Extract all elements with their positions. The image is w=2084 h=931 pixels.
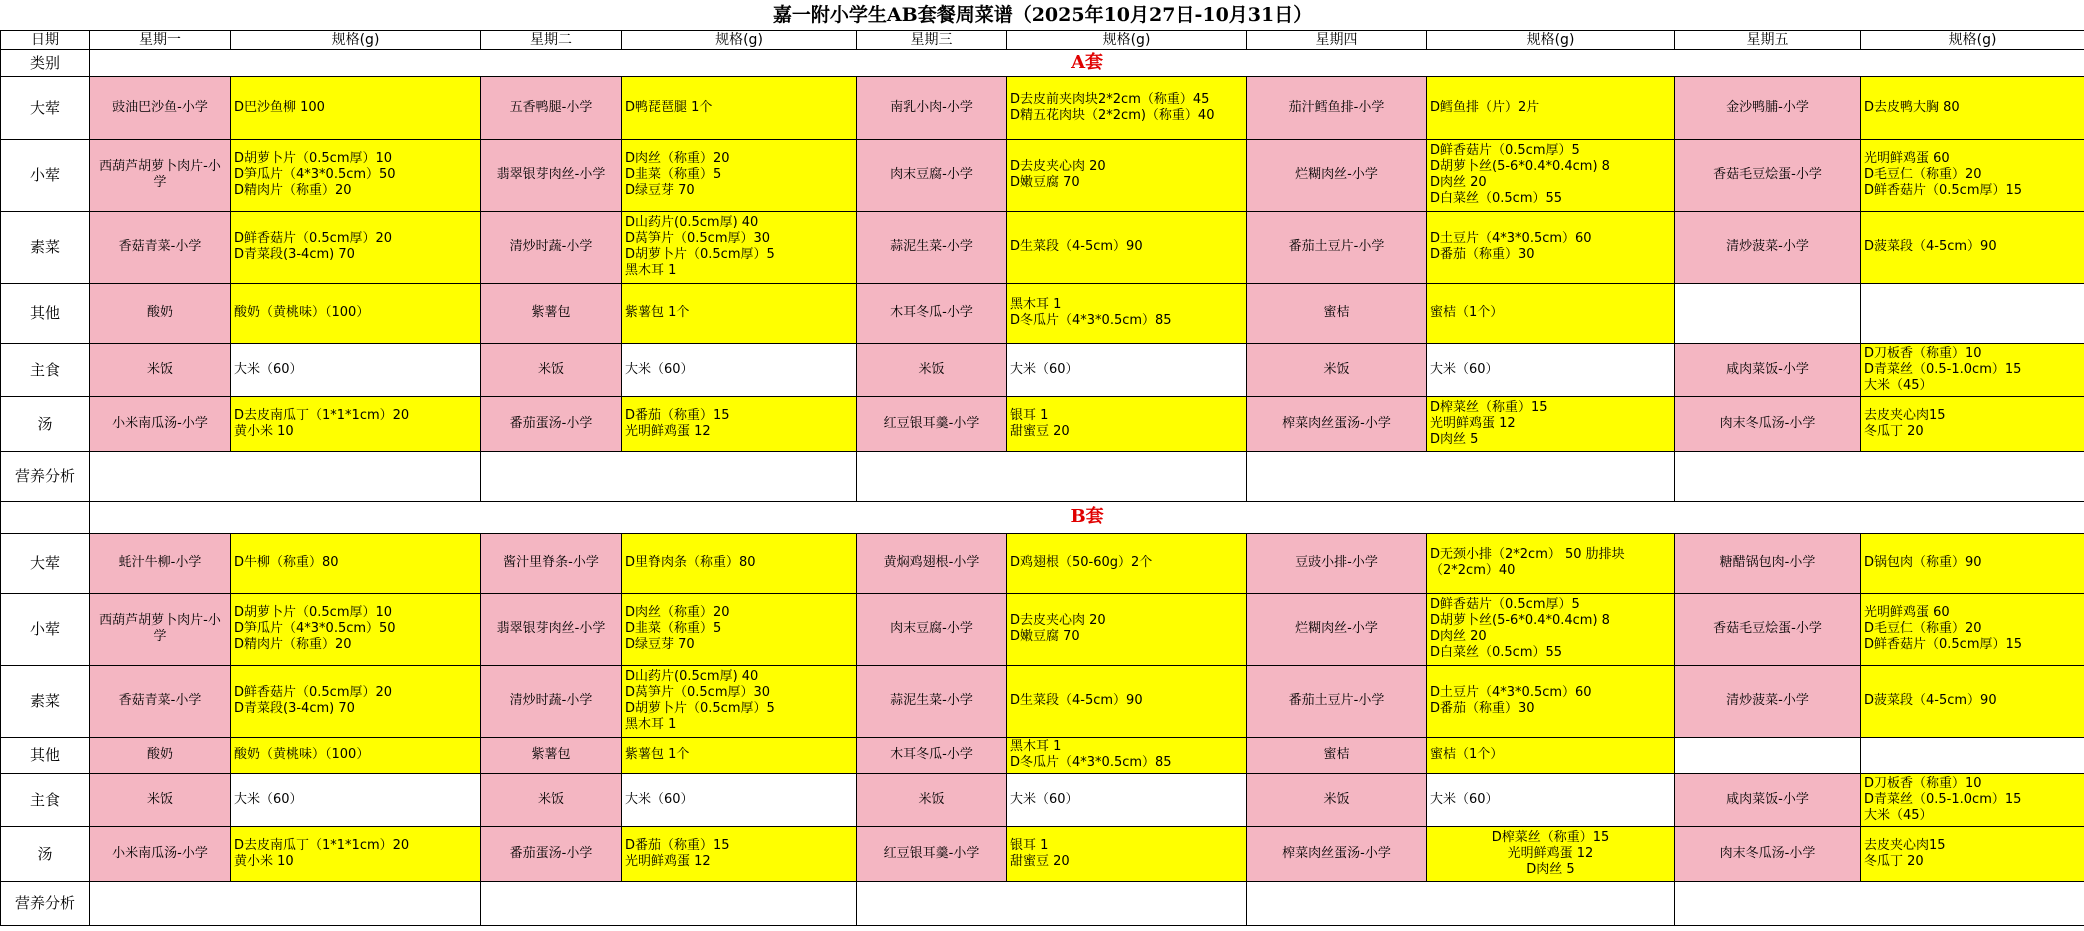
- dish-cell: 紫薯包: [481, 283, 622, 343]
- spec-cell: 银耳 1 甜蜜豆 20: [1007, 826, 1247, 881]
- spec-cell: D山药片(0.5cm厚) 40 D莴笋片（0.5cm厚）30 D胡萝卜片（0.5cm厚）5 黑木耳 1: [622, 211, 857, 283]
- spec-cell: 光明鲜鸡蛋 60 D毛豆仁（称重）20 D鲜香菇片（0.5cm厚）15: [1861, 593, 2084, 665]
- row-category: 汤: [1, 826, 90, 881]
- dish-cell: 蜜桔: [1247, 737, 1427, 773]
- spec-cell: D鲜香菇片（0.5cm厚）20 D青菜段(3-4cm) 70: [231, 665, 481, 737]
- dish-cell: 香菇青菜-小学: [90, 665, 231, 737]
- dish-cell: 紫薯包: [481, 737, 622, 773]
- dish-cell: 肉末冬瓜汤-小学: [1675, 826, 1861, 881]
- dish-cell: 米饭: [1247, 773, 1427, 826]
- spec-cell: 紫薯包 1个: [622, 283, 857, 343]
- dish-cell: 米饭: [90, 343, 231, 396]
- blank-cell: [1, 501, 90, 533]
- dish-cell: 米饭: [1247, 343, 1427, 396]
- menu-row: [1, 343, 2084, 396]
- nutrition-cell: [1675, 881, 2084, 925]
- spec-cell: D巴沙鱼柳 100: [231, 76, 481, 139]
- dish-cell: 米饭: [857, 343, 1007, 396]
- dish-cell: 南乳小肉-小学: [857, 76, 1007, 139]
- nutrition-cell: [481, 881, 857, 925]
- dish-cell: [1675, 737, 1861, 773]
- spec-cell: 大米（60）: [622, 343, 857, 396]
- spec-cell: D番茄（称重）15 光明鲜鸡蛋 12: [622, 826, 857, 881]
- dish-cell: 米饭: [481, 773, 622, 826]
- spec-cell: D榨菜丝（称重）15 光明鲜鸡蛋 12 D肉丝 5: [1427, 826, 1675, 881]
- dish-cell: 香菇青菜-小学: [90, 211, 231, 283]
- nutrition-label: 营养分析: [1, 881, 90, 925]
- header-cell: 规格(g): [1007, 30, 1247, 49]
- spec-cell: D去皮夹心肉 20 D嫩豆腐 70: [1007, 593, 1247, 665]
- nutrition-cell: [1247, 881, 1675, 925]
- nutrition-row: [1, 881, 2084, 925]
- menu-row: [1, 396, 2084, 451]
- spec-cell: D刀板香（称重）10 D青菜丝（0.5-1.0cm）15 大米（45）: [1861, 773, 2084, 826]
- dish-cell: 黄焖鸡翅根-小学: [857, 533, 1007, 593]
- spec-cell: 去皮夹心肉15 冬瓜丁 20: [1861, 826, 2084, 881]
- dish-cell: [1675, 283, 1861, 343]
- nutrition-label: 营养分析: [1, 451, 90, 501]
- spec-cell: 光明鲜鸡蛋 60 D毛豆仁（称重）20 D鲜香菇片（0.5cm厚）15: [1861, 139, 2084, 211]
- spec-cell: D锅包肉（称重）90: [1861, 533, 2084, 593]
- menu-row: [1, 593, 2084, 665]
- spec-cell: D刀板香（称重）10 D青菜丝（0.5-1.0cm）15 大米（45）: [1861, 343, 2084, 396]
- dish-cell: 小米南瓜汤-小学: [90, 396, 231, 451]
- dish-cell: 红豆银耳羹-小学: [857, 826, 1007, 881]
- spec-cell: [1861, 737, 2084, 773]
- spec-cell: D肉丝（称重）20 D韭菜（称重）5 D绿豆芽 70: [622, 139, 857, 211]
- row-category: 大荤: [1, 76, 90, 139]
- nutrition-cell: [90, 881, 481, 925]
- row-category: 主食: [1, 773, 90, 826]
- header-cell: 规格(g): [1861, 30, 2084, 49]
- dish-cell: 烂糊肉丝-小学: [1247, 593, 1427, 665]
- nutrition-cell: [857, 881, 1247, 925]
- header-cell: 星期四: [1247, 30, 1427, 49]
- row-category: 素菜: [1, 211, 90, 283]
- spec-cell: 大米（60）: [1427, 343, 1675, 396]
- menu-row: [1, 665, 2084, 737]
- dish-cell: 木耳冬瓜-小学: [857, 283, 1007, 343]
- row-category: 其他: [1, 283, 90, 343]
- row-category: 素菜: [1, 665, 90, 737]
- header-cell: 日期: [1, 30, 90, 49]
- dish-cell: 豉油巴沙鱼-小学: [90, 76, 231, 139]
- dish-cell: 西葫芦胡萝卜肉片-小学: [90, 593, 231, 665]
- spec-cell: D胡萝卜片（0.5cm厚）10 D笋瓜片（4*3*0.5cm）50 D精肉片（称重）20: [231, 593, 481, 665]
- row-category: 小荤: [1, 593, 90, 665]
- dish-cell: 清炒菠菜-小学: [1675, 211, 1861, 283]
- spec-cell: D鲜香菇片（0.5cm厚）20 D青菜段(3-4cm) 70: [231, 211, 481, 283]
- spec-cell: 大米（60）: [622, 773, 857, 826]
- set-b-label: B套: [90, 501, 2084, 533]
- header-cell: 规格(g): [622, 30, 857, 49]
- spec-cell: D土豆片（4*3*0.5cm）60 D番茄（称重）30: [1427, 211, 1675, 283]
- header-cell: 规格(g): [231, 30, 481, 49]
- dish-cell: 小米南瓜汤-小学: [90, 826, 231, 881]
- spec-cell: D土豆片（4*3*0.5cm）60 D番茄（称重）30: [1427, 665, 1675, 737]
- dish-cell: 肉末豆腐-小学: [857, 593, 1007, 665]
- row-category: 大荤: [1, 533, 90, 593]
- spec-cell: D肉丝（称重）20 D韭菜（称重）5 D绿豆芽 70: [622, 593, 857, 665]
- spec-cell: D鳕鱼排（片）2片: [1427, 76, 1675, 139]
- category-label: 类别: [1, 49, 90, 76]
- spec-cell: 黑木耳 1 D冬瓜片（4*3*0.5cm）85: [1007, 737, 1247, 773]
- dish-cell: 西葫芦胡萝卜肉片-小学: [90, 139, 231, 211]
- spec-cell: D鲜香菇片（0.5cm厚）5 D胡萝卜丝(5-6*0.4*0.4cm) 8 D肉丝 20 D白菜丝（0.5cm）55: [1427, 593, 1675, 665]
- menu-row: [1, 773, 2084, 826]
- title-row: [1, 0, 2084, 30]
- category-row: [1, 49, 2084, 76]
- spec-cell: 去皮夹心肉15 冬瓜丁 20: [1861, 396, 2084, 451]
- menu-row: [1, 826, 2084, 881]
- dish-cell: 榨菜肉丝蛋汤-小学: [1247, 826, 1427, 881]
- dish-cell: 香菇毛豆烩蛋-小学: [1675, 139, 1861, 211]
- spec-cell: D去皮南瓜丁（1*1*1cm）20 黄小米 10: [231, 826, 481, 881]
- dish-cell: 咸肉菜饭-小学: [1675, 343, 1861, 396]
- menu-row: [1, 211, 2084, 283]
- header-cell: 星期三: [857, 30, 1007, 49]
- dish-cell: 酱汁里脊条-小学: [481, 533, 622, 593]
- spec-cell: D无颈小排（2*2cm） 50 肋排块（2*2cm）40: [1427, 533, 1675, 593]
- spec-cell: 大米（60）: [231, 773, 481, 826]
- header-row: [1, 30, 2084, 49]
- spec-cell: D鸡翅根（50-60g）2个: [1007, 533, 1247, 593]
- set-b-row: [1, 501, 2084, 533]
- dish-cell: 蒜泥生菜-小学: [857, 211, 1007, 283]
- nutrition-cell: [1247, 451, 1675, 501]
- spec-cell: D牛柳（称重）80: [231, 533, 481, 593]
- menu-row: [1, 283, 2084, 343]
- spec-cell: 紫薯包 1个: [622, 737, 857, 773]
- dish-cell: 肉末冬瓜汤-小学: [1675, 396, 1861, 451]
- dish-cell: 酸奶: [90, 283, 231, 343]
- spec-cell: 大米（60）: [1007, 343, 1247, 396]
- header-cell: 规格(g): [1427, 30, 1675, 49]
- spec-cell: 大米（60）: [1007, 773, 1247, 826]
- dish-cell: 蒜泥生菜-小学: [857, 665, 1007, 737]
- menu-row: [1, 533, 2084, 593]
- dish-cell: 番茄蛋汤-小学: [481, 396, 622, 451]
- dish-cell: 番茄土豆片-小学: [1247, 211, 1427, 283]
- spec-cell: D菠菜段（4-5cm）90: [1861, 665, 2084, 737]
- spec-cell: 黑木耳 1 D冬瓜片（4*3*0.5cm）85: [1007, 283, 1247, 343]
- menu-row: [1, 76, 2084, 139]
- dish-cell: 清炒时蔬-小学: [481, 211, 622, 283]
- spec-cell: D去皮夹心肉 20 D嫩豆腐 70: [1007, 139, 1247, 211]
- sheet-title: 嘉一附小学生AB套餐周菜谱（2025年10月27日-10月31日）: [1, 0, 2084, 30]
- menu-row: [1, 737, 2084, 773]
- dish-cell: 茄汁鳕鱼排-小学: [1247, 76, 1427, 139]
- spec-cell: [1861, 283, 2084, 343]
- dish-cell: 番茄土豆片-小学: [1247, 665, 1427, 737]
- spec-cell: D胡萝卜片（0.5cm厚）10 D笋瓜片（4*3*0.5cm）50 D精肉片（称重）20: [231, 139, 481, 211]
- dish-cell: 蚝汁牛柳-小学: [90, 533, 231, 593]
- spec-cell: D里脊肉条（称重）80: [622, 533, 857, 593]
- spec-cell: D榨菜丝（称重）15 光明鲜鸡蛋 12 D肉丝 5: [1427, 396, 1675, 451]
- dish-cell: 米饭: [857, 773, 1007, 826]
- spec-cell: D番茄（称重）15 光明鲜鸡蛋 12: [622, 396, 857, 451]
- spec-cell: D去皮南瓜丁（1*1*1cm）20 黄小米 10: [231, 396, 481, 451]
- dish-cell: 酸奶: [90, 737, 231, 773]
- row-category: 汤: [1, 396, 90, 451]
- spec-cell: 酸奶（黄桃味）（100）: [231, 737, 481, 773]
- dish-cell: 清炒菠菜-小学: [1675, 665, 1861, 737]
- spec-cell: D生菜段（4-5cm）90: [1007, 211, 1247, 283]
- spec-cell: 银耳 1 甜蜜豆 20: [1007, 396, 1247, 451]
- spec-cell: D鸭琵琶腿 1个: [622, 76, 857, 139]
- spec-cell: D生菜段（4-5cm）90: [1007, 665, 1247, 737]
- nutrition-row: [1, 451, 2084, 501]
- spec-cell: 蜜桔（1个）: [1427, 283, 1675, 343]
- dish-cell: 金沙鸭脯-小学: [1675, 76, 1861, 139]
- dish-cell: 米饭: [90, 773, 231, 826]
- menu-row: [1, 139, 2084, 211]
- spec-cell: D菠菜段（4-5cm）90: [1861, 211, 2084, 283]
- spec-cell: D山药片(0.5cm厚) 40 D莴笋片（0.5cm厚）30 D胡萝卜片（0.5cm厚）5 黑木耳 1: [622, 665, 857, 737]
- dish-cell: 肉末豆腐-小学: [857, 139, 1007, 211]
- dish-cell: 蜜桔: [1247, 283, 1427, 343]
- dish-cell: 烂糊肉丝-小学: [1247, 139, 1427, 211]
- spec-cell: 大米（60）: [231, 343, 481, 396]
- nutrition-cell: [481, 451, 857, 501]
- dish-cell: 米饭: [481, 343, 622, 396]
- header-cell: 星期一: [90, 30, 231, 49]
- dish-cell: 清炒时蔬-小学: [481, 665, 622, 737]
- dish-cell: 香菇毛豆烩蛋-小学: [1675, 593, 1861, 665]
- spec-cell: 酸奶（黄桃味）（100）: [231, 283, 481, 343]
- dish-cell: 咸肉菜饭-小学: [1675, 773, 1861, 826]
- row-category: 其他: [1, 737, 90, 773]
- set-a-label: A套: [90, 49, 2084, 76]
- dish-cell: 木耳冬瓜-小学: [857, 737, 1007, 773]
- nutrition-cell: [1675, 451, 2084, 501]
- row-category: 主食: [1, 343, 90, 396]
- spec-cell: D去皮前夹肉块2*2cm（称重）45 D精五花肉块（2*2cm)（称重）40: [1007, 76, 1247, 139]
- spec-cell: D去皮鸭大胸 80: [1861, 76, 2084, 139]
- dish-cell: 番茄蛋汤-小学: [481, 826, 622, 881]
- header-cell: 星期二: [481, 30, 622, 49]
- dish-cell: 榨菜肉丝蛋汤-小学: [1247, 396, 1427, 451]
- nutrition-cell: [857, 451, 1247, 501]
- dish-cell: 翡翠银芽肉丝-小学: [481, 593, 622, 665]
- dish-cell: 红豆银耳羹-小学: [857, 396, 1007, 451]
- dish-cell: 翡翠银芽肉丝-小学: [481, 139, 622, 211]
- spec-cell: 蜜桔（1个）: [1427, 737, 1675, 773]
- row-category: 小荤: [1, 139, 90, 211]
- dish-cell: 豆豉小排-小学: [1247, 533, 1427, 593]
- dish-cell: 五香鸭腿-小学: [481, 76, 622, 139]
- nutrition-cell: [90, 451, 481, 501]
- header-cell: 星期五: [1675, 30, 1861, 49]
- spec-cell: D鲜香菇片（0.5cm厚）5 D胡萝卜丝(5-6*0.4*0.4cm) 8 D肉丝 20 D白菜丝（0.5cm）55: [1427, 139, 1675, 211]
- dish-cell: 糖醋锅包肉-小学: [1675, 533, 1861, 593]
- spec-cell: 大米（60）: [1427, 773, 1675, 826]
